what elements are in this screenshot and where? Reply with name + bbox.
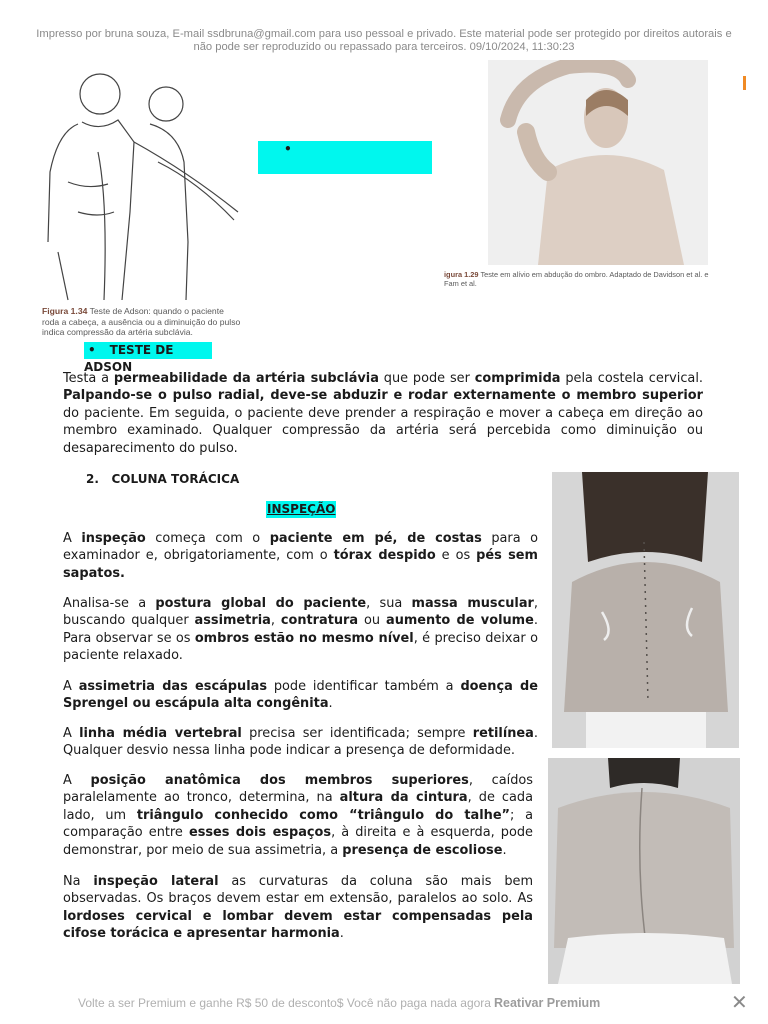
figure-abducao-caption: igura 1.29 Teste em alívio em abdução do ombro. Adaptado de Davidson et al. e Fam et al. [444,270,709,288]
adson-paragraph: Testa a permeabilidade da artéria subclávia que pode ser comprimida pela costela cervical. Palpando-se o pulso radial, deve-se abduzir e rodar externamente o membro superior do paciente. Em seguida, o paciente deve prender a respiração e mover a cabeça em direção ao membro examinado. Qualquer compressão da artéria será percebida como diminuição ou desaparecimento do pulso. [63,371,704,456]
premium-promo-text: Volte a ser Premium e ganhe R$ 50 de desconto$ Você não paga nada agora [78,996,491,1010]
figure-abducao-photo [488,60,708,265]
adson-drawing [38,62,250,302]
photo-back-upper [552,472,739,748]
section-coluna-toracica: 2. COLUNA TORÁCICA [86,472,240,486]
inspecao-paragraph-5: A posição anatômica dos membros superiores, caídos paralelamente ao tronco, determina, na altura da cintura, de cada lado, um triângulo conhecido como “triângulo do talhe”; a comparação entre esses dois espaços, à direita e à esquerda, pode demonstrar, por meio de sua assimetria, a presença de escoliose. [63,773,533,858]
inspecao-heading: INSPEÇÃO [267,502,336,516]
inspecao-paragraph-4: A linha média vertebral precisa ser identificada; sempre retilínea. Qualquer desvio nessa linha pode indicar a presença de deformidade. [63,726,538,759]
print-watermark: Impresso por bruna souza, E-mail ssdbruna@gmail.com para uso pessoal e privado. Este material pode ser protegido por direitos autorais e não pode ser reproduzido ou repassado para terceiros. 09/10/2024, 11:30:23 [36,28,732,53]
reactivate-premium-button[interactable]: Reativar Premium [494,996,601,1010]
back-upper-drawing [552,472,739,748]
page-edge-marker [743,76,746,90]
abducao-photo-drawing [488,60,708,265]
inspecao-paragraph-2: Analisa-se a postura global do paciente, sua massa muscular, buscando qualquer assimetria, contratura ou aumento de volume. Para observar se os ombros estão no mesmo nível, é preciso deixar o paciente relaxado. [63,596,539,664]
adson-heading: • TESTE DE ADSON [84,342,212,359]
inspecao-paragraph-6: Na inspeção lateral as curvaturas da coluna são mais bem observadas. Os braços devem estar em extensão, paralelos ao solo. As lordoses cervical e lombar devem estar compensadas pela cifose torácica e apresentar harmonia. [63,874,534,942]
back-lower-drawing [548,758,740,984]
figure-adson-caption: Figura 1.34 Teste de Adson: quando o paciente roda a cabeça, a ausência ou a diminuição do pulso indica compressão da artéria subclávia. [42,306,241,337]
figure-adson-illustration [38,62,250,302]
premium-promo-bar [0,988,768,1024]
inspecao-paragraph-3: A assimetria das escápulas pode identificar também a doença de Sprengel ou escápula alta congênita. [63,679,538,712]
photo-back-lower [548,758,740,984]
valsava-heading [258,141,432,174]
inspecao-paragraph-1: A inspeção começa com o paciente em pé, de costas para o examinador e, obrigatoriamente, com o tórax despido e os pés sem sapatos. [63,531,539,581]
close-icon[interactable]: ✕ [731,992,748,1014]
